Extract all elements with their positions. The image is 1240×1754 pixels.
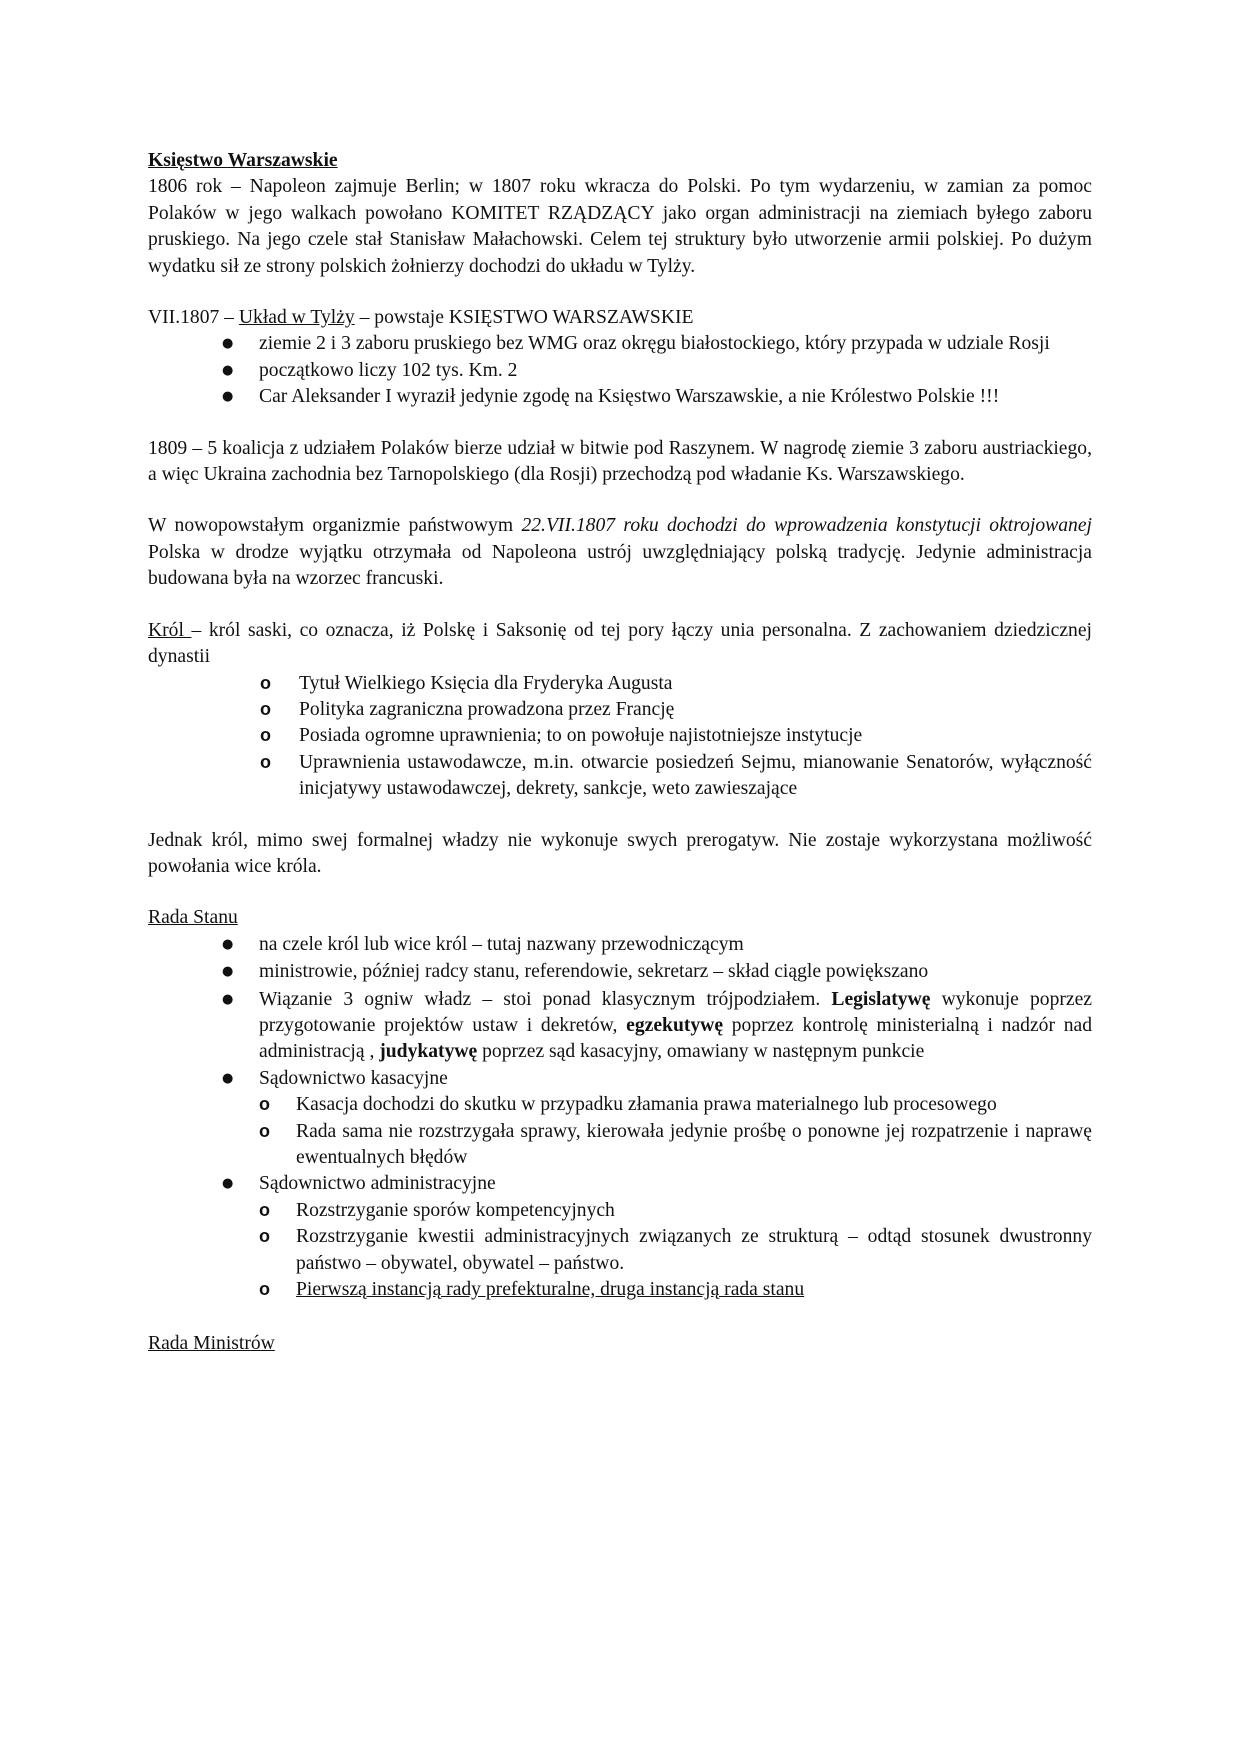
tylza-bullet-list	[148, 331, 1092, 410]
constitution-paragraph	[148, 513, 1092, 592]
bold-egzekutywe: egzekutywę	[626, 1014, 724, 1036]
list-item: o Kasacja dochodzi do skutku w przypadku złamania prawa materialnego lub procesowego	[296, 1092, 1092, 1118]
list-item	[259, 1171, 1092, 1303]
instance-underlined: Pierwszą instancją rady prefekturalne, druga instancją rada stanu	[296, 1279, 805, 1301]
list-item: ● Car Aleksander I wyraził jedynie zgodę na Księstwo Warszawskie, a nie Królestwo Polskie !!!	[259, 384, 1092, 410]
king-text: – król saski, co oznacza, iż Polskę i Saksonię od tej pory łączy unia personalna. Z zachowaniem dziedzicznej dynastii	[148, 619, 1092, 668]
list-item	[259, 987, 1092, 1066]
paragraph-1809: 1809 – 5 koalicja z udziałem Polaków bierze udział w bitwie pod Raszynem. W nagrodę ziemie 3 zaboru austriackiego, a więc Ukraina zachodnia bez Tarnopolskiego (dla Rosji) przechodzą pod władanie Ks. Warszawskiego.	[148, 437, 1092, 486]
kasacja-sublist	[259, 1092, 1092, 1171]
text-span: poprzez sąd kasacyjny, omawiany w następnym punkcie	[477, 1041, 925, 1063]
constitution-italic: 22.VII.1807 roku dochodzi do wprowadzenia konstytucji oktrojowanej	[521, 515, 1092, 537]
list-item: ● na czele król lub wice król – tutaj nazwany przewodniczącym	[259, 932, 1092, 958]
intro-paragraph: 1806 rok – Napoleon zajmuje Berlin; w 1807 roku wkracza do Polski. Po tym wydarzeniu, w zamian za pomoc Polaków w jego walkach powołano KOMITET RZĄDZĄCY jako organ administracji na ziemiach byłego zaboru pruskiego. Na jego czele stał Stanisław Małachowski. Celem tej struktury było utworzenie armii polskiej. Po dużym wydatku sił ze strony polskich żołnierzy dochodzi do układu w Tylży.	[148, 176, 1092, 277]
list-item: o Rada sama nie rozstrzygała sprawy, kierowała jedynie prośbę o ponowne jej rozpatrzenie i naprawę ewentualnych błędów	[296, 1119, 1092, 1172]
tylza-rest: – powstaje KSIĘSTWO WARSZAWSKIE	[354, 307, 694, 329]
constitution-post: Polska w drodze wyjątku otrzymała od Napoleona ustrój uwzględniający polską tradycję. Jedynie administracja budowana była na wzorzec francuski.	[148, 541, 1092, 590]
kasacja-label: Sądownictwo kasacyjne	[259, 1067, 448, 1089]
tylza-treaty-link: Układ w Tylży	[238, 307, 355, 329]
king-paragraph	[148, 618, 1092, 671]
list-item: ● ziemie 2 i 3 zaboru pruskiego bez WMG oraz okręgu białostockiego, który przypada w udziale Rosji	[259, 331, 1092, 357]
list-item: o Polityka zagraniczna prowadzona przez Francję	[299, 697, 1092, 723]
list-item: o Uprawnienia ustawodawcze, m.in. otwarcie posiedzeń Sejmu, mianowanie Senatorów, wyłączność inicjatywy ustawodawczej, dekrety, sankcje, weto zawieszające	[299, 750, 1092, 803]
text-span: poprzez kontrolę ministerialną i nadzór nad administracją ,	[259, 1014, 1092, 1063]
document-title: Księstwo Warszawskie	[148, 150, 338, 171]
text-span: Wiązanie 3 ogniw władz – stoi ponad klasycznym trójpodziałem.	[259, 988, 832, 1010]
tylza-paragraph	[148, 305, 1092, 331]
rada-stanu-heading: Rada Stanu	[148, 907, 238, 929]
king-item-list	[148, 671, 1092, 803]
list-item: o Tytuł Wielkiego Księcia dla Fryderyka Augusta	[299, 671, 1092, 697]
administracyjne-sublist	[259, 1198, 1092, 1304]
bold-judykatywe: judykatywę	[379, 1041, 478, 1063]
administracyjne-label: Sądownictwo administracyjne	[259, 1173, 496, 1195]
constitution-pre: W nowopowstałym organizmie państwowym	[148, 515, 522, 537]
list-item	[296, 1277, 1092, 1303]
bold-legislatywe: Legislatywę	[831, 988, 931, 1010]
text-span: wykonuje poprzez przygotowanie projektów ustaw i dekretów,	[259, 988, 1092, 1036]
king-label: Król	[148, 619, 192, 641]
tylza-date: VII.1807 –	[148, 307, 239, 329]
document-page	[148, 148, 1092, 1358]
list-item: o Rozstrzyganie kwestii administracyjnych związanych ze strukturą – odtąd stosunek dwustronny państwo – obywatel, obywatel – państwo.	[296, 1224, 1092, 1277]
list-item: o Posiada ogromne uprawnienia; to on powołuje najistotniejsze instytucje	[299, 723, 1092, 749]
list-item: o Rozstrzyganie sporów kompetencyjnych	[296, 1198, 1092, 1224]
list-item	[259, 1066, 1092, 1172]
rada-stanu-list	[148, 932, 1092, 1304]
king-note-paragraph: Jednak król, mimo swej formalnej władzy nie wykonuje swych prerogatyw. Nie zostaje wykorzystana możliwość powołania wice króla.	[148, 829, 1092, 877]
list-item: ● ministrowie, później radcy stanu, referendowie, sekretarz – skład ciągle powiększano	[259, 959, 1092, 985]
rada-ministrow-heading: Rada Ministrów	[148, 1333, 275, 1355]
list-item: ● początkowo liczy 102 tys. Km. 2	[259, 358, 1092, 384]
